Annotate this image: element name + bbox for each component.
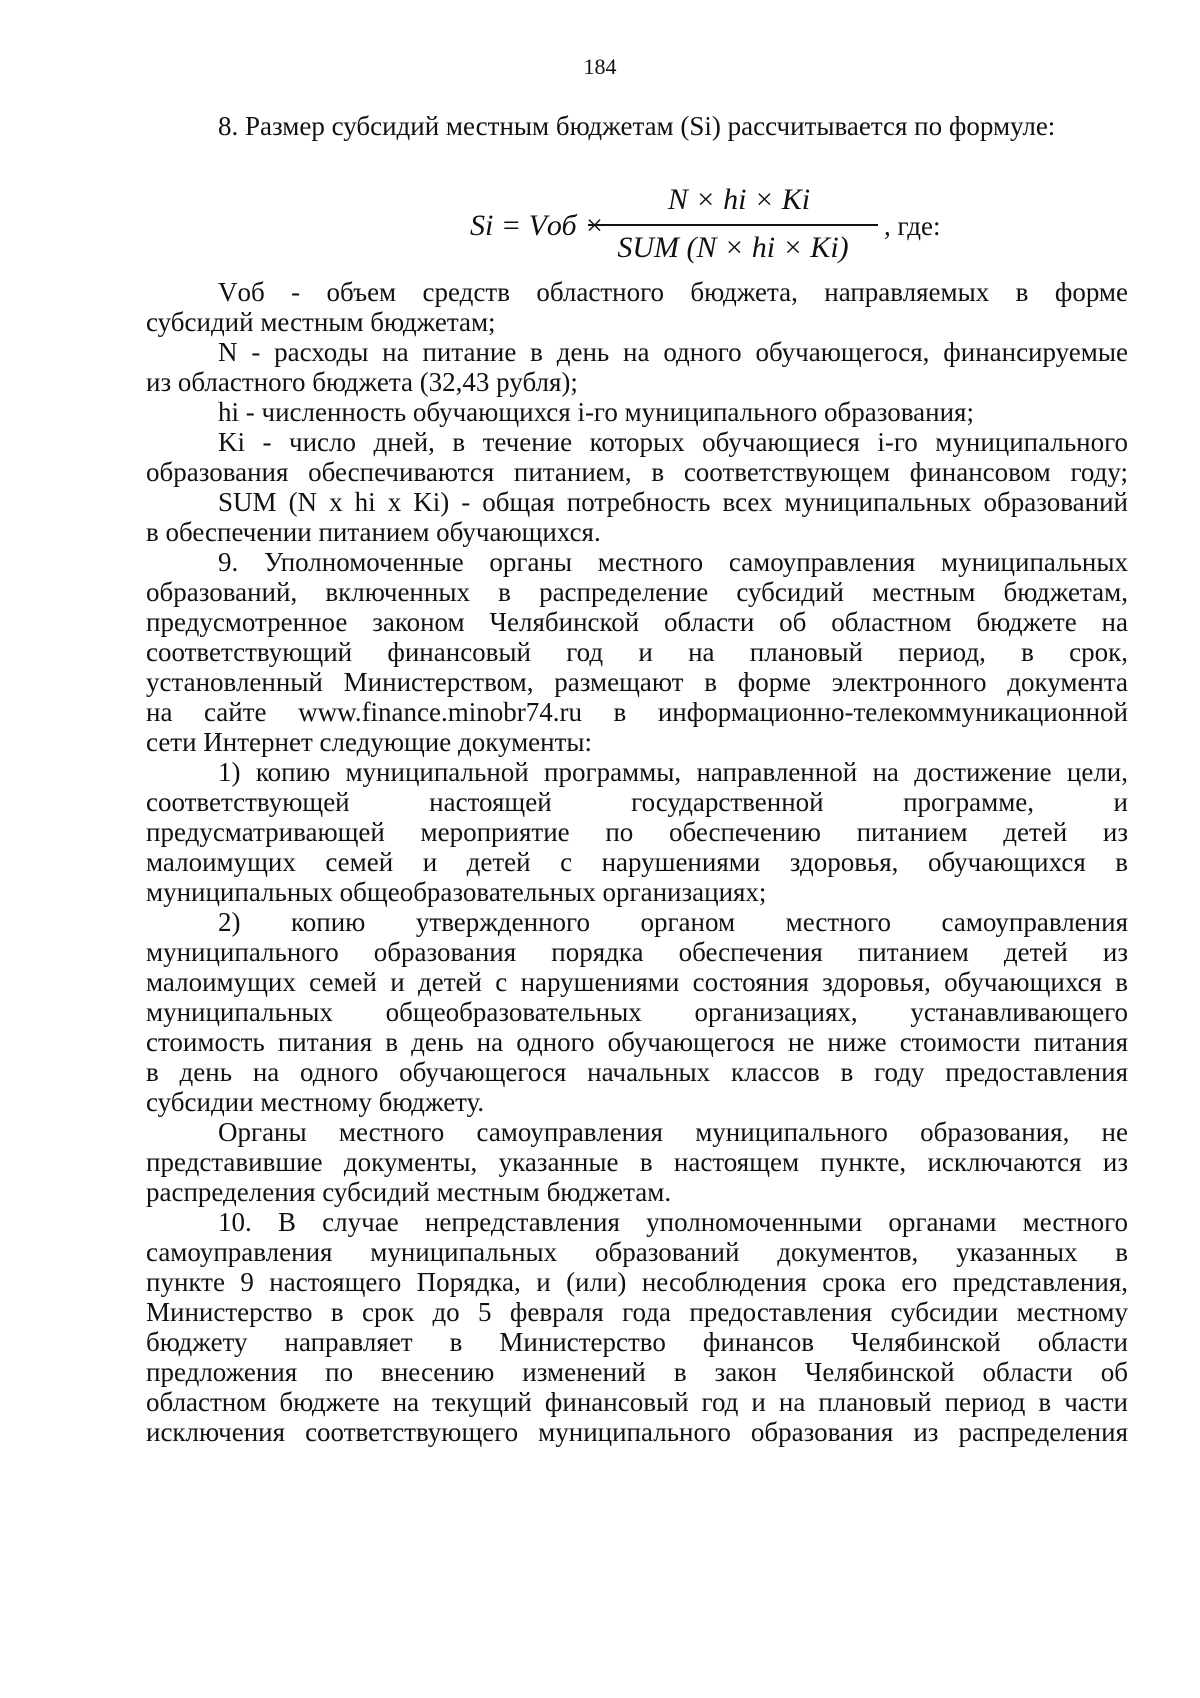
text-line: областном бюджете на текущий финансовый год и на плановый период в части xyxy=(146,1387,1128,1417)
text-line: установленный Министерством, размещают в форме электронного документа xyxy=(146,667,1128,697)
text-line: 10. В случае непредставления уполномоченными органами местного xyxy=(218,1207,1128,1237)
text-line: распределения субсидий местным бюджетам. xyxy=(146,1177,672,1207)
subsidy-formula xyxy=(470,180,941,280)
text-line: предусматривающей мероприятие по обеспечению питанием детей из xyxy=(146,817,1128,847)
text-line: Vоб - объем средств областного бюджета, направляемых в форме xyxy=(218,277,1128,307)
text-line: соответствующий финансовый год и на плановый период, в срок, xyxy=(146,637,1128,667)
text-line: малоимущих семей и детей с нарушениями здоровья, обучающихся в xyxy=(146,847,1128,877)
text-line: самоуправления муниципальных образований документов, указанных в xyxy=(146,1237,1128,1267)
formula-numerator: N × hi × Ki xyxy=(667,183,811,216)
text-line: муниципальных общеобразовательных организациях; xyxy=(146,877,767,907)
page-number: 184 xyxy=(583,54,617,79)
text-line: соответствующей настоящей государственной программе, и xyxy=(146,787,1128,817)
text-line: 2) копию утвержденного органом местного самоуправления xyxy=(218,907,1128,937)
fraction-bar xyxy=(588,224,878,226)
text-line: в день на одного обучающегося начальных классов в году предоставления xyxy=(146,1057,1128,1087)
formula-tail: , где: xyxy=(884,211,941,241)
text-line: образований, включенных в распределение субсидий местным бюджетам, xyxy=(146,577,1128,607)
text-line: 9. Уполномоченные органы местного самоуправления муниципальных xyxy=(218,547,1128,577)
text-line: Органы местного самоуправления муниципального образования, не xyxy=(218,1117,1128,1147)
text-line: бюджету направляет в Министерство финансов Челябинской области xyxy=(146,1327,1128,1357)
text-line: предложения по внесению изменений в закон Челябинской области об xyxy=(146,1357,1128,1387)
text-line: SUM (N x hi x Ki) - общая потребность всех муниципальных образований xyxy=(218,487,1128,517)
text-line: 1) копию муниципальной программы, направленной на достижение цели, xyxy=(218,757,1128,787)
text-line: из областного бюджета (32,43 рубля); xyxy=(146,367,578,397)
text-line: представившие документы, указанные в настоящем пункте, исключаются из xyxy=(146,1147,1128,1177)
text-line: образования обеспечиваются питанием, в соответствующем финансовом году; xyxy=(146,457,1128,487)
text-line: малоимущих семей и детей с нарушениями состояния здоровья, обучающихся в xyxy=(146,967,1128,997)
text-line: Министерство в срок до 5 февраля года предоставления субсидии местному xyxy=(146,1297,1128,1327)
text-line: пункте 9 настоящего Порядка, и (или) несоблюдения срока его представления, xyxy=(146,1267,1128,1297)
text-line: hi - численность обучающихся i-го муниципального образования; xyxy=(218,397,974,427)
text-line: стоимость питания в день на одного обучающегося не ниже стоимости питания xyxy=(146,1027,1128,1057)
text-line: N - расходы на питание в день на одного обучающегося, финансируемые xyxy=(218,337,1128,367)
text-line: субсидий местным бюджетам; xyxy=(146,307,496,337)
paragraph-8-heading: 8. Размер субсидий местным бюджетам (Si) рассчитывается по формуле: xyxy=(218,111,1056,141)
formula-denominator: SUM (N × hi × Ki) xyxy=(617,231,849,264)
text-line: субсидии местному бюджету. xyxy=(146,1087,485,1117)
text-line: в обеспечении питанием обучающихся. xyxy=(146,517,601,547)
text-line: муниципального образования порядка обеспечения питанием детей из xyxy=(146,937,1128,967)
formula-lhs: Si = Vоб × xyxy=(470,209,605,242)
text-line: сети Интернет следующие документы: xyxy=(146,727,593,757)
text-line: исключения соответствующего муниципального образования из распределения xyxy=(146,1417,1128,1447)
text-line: муниципальных общеобразовательных организациях, устанавливающего xyxy=(146,997,1128,1027)
text-line: на сайте www.finance.minobr74.ru в информационно-телекоммуникационной xyxy=(146,697,1128,727)
text-line: Ki - число дней, в течение которых обучающиеся i-го муниципального xyxy=(218,427,1128,457)
text-line: предусмотренное законом Челябинской области об областном бюджете на xyxy=(146,607,1128,637)
